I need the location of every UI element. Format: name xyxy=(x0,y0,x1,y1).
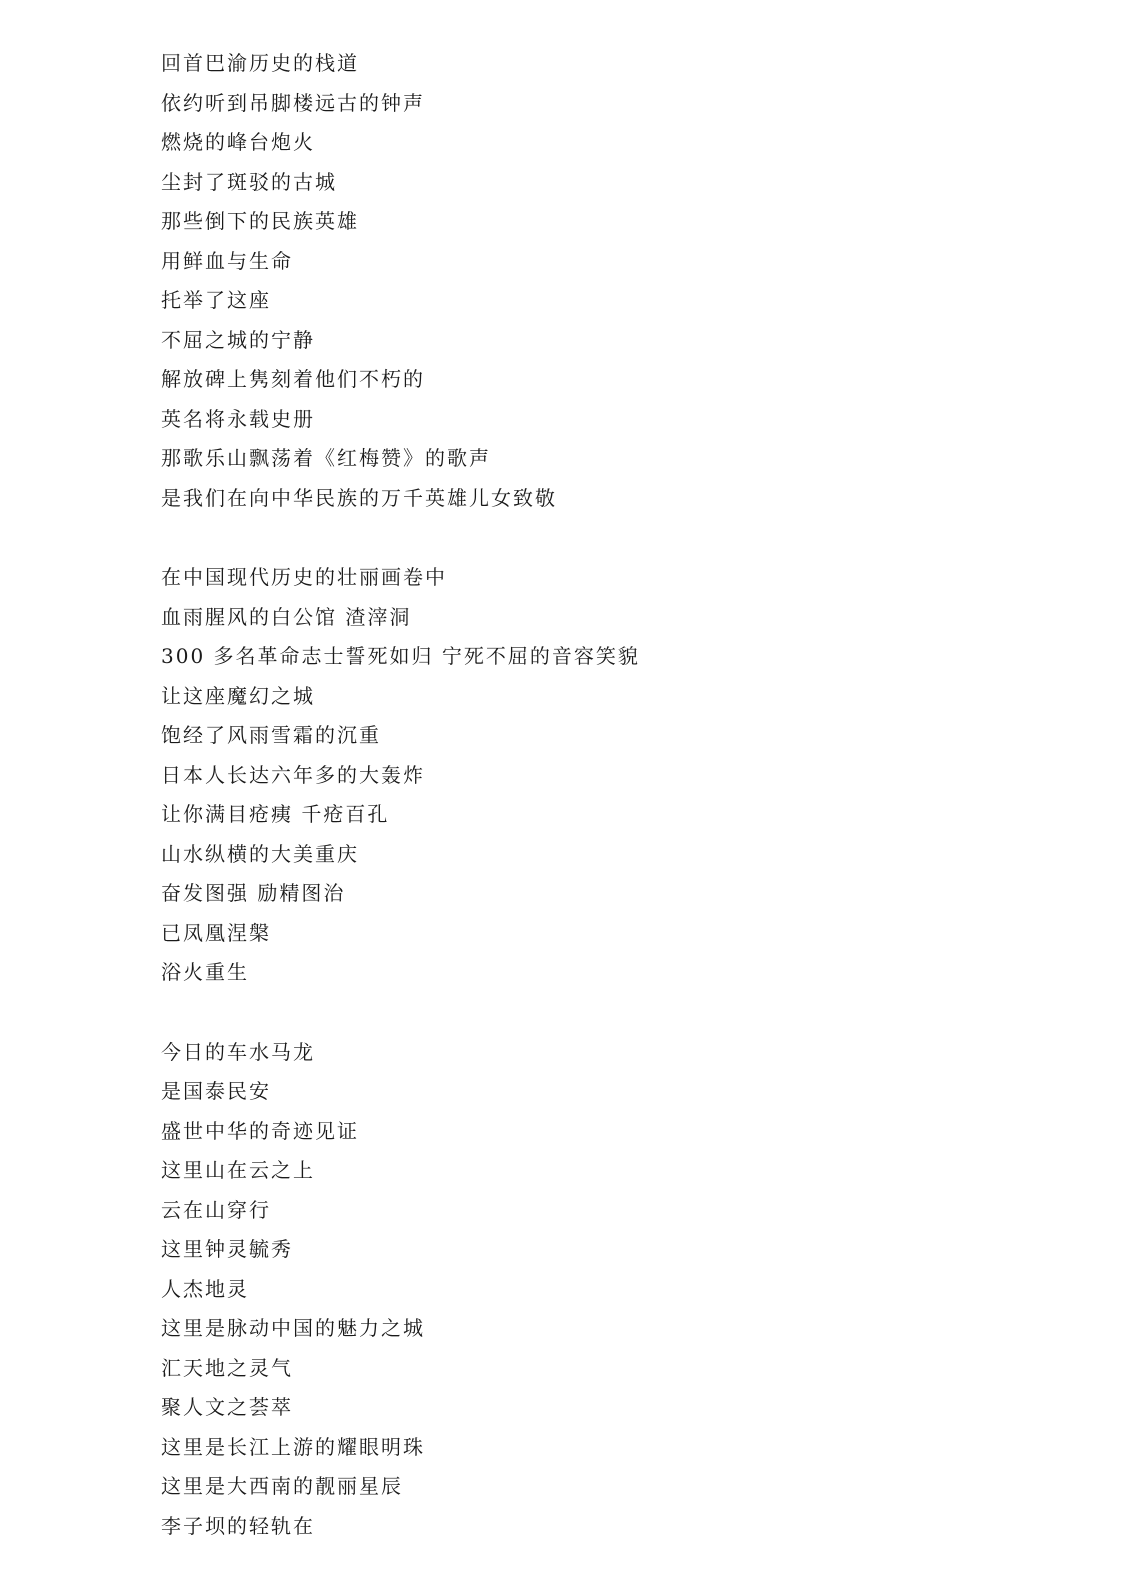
poem-line: 浴火重生 xyxy=(161,960,249,984)
stanza-2 xyxy=(161,558,1061,993)
poem-line: 日本人长达六年多的大轰炸 xyxy=(161,762,425,787)
poem-line: 饱经了风雨雪霜的沉重 xyxy=(161,723,381,747)
poem-line: 奋发图强 励精图治 xyxy=(161,881,346,905)
stanza-1 xyxy=(161,44,1061,518)
poem-line: 今日的车水马龙 xyxy=(161,1039,315,1064)
poem-line: 人杰地灵 xyxy=(161,1276,249,1301)
stanza-3 xyxy=(161,1033,1061,1547)
poem-line: 托举了这座 xyxy=(161,288,271,312)
poem-line: 燃烧的峰台炮火 xyxy=(161,130,315,154)
poem-line: 这里是脉动中国的魅力之城 xyxy=(161,1316,425,1340)
poem-line: 是国泰民安 xyxy=(161,1079,271,1103)
poem-body xyxy=(161,44,1061,1546)
poem-line: 在中国现代历史的壮丽画卷中 xyxy=(161,565,447,589)
poem-line: 300 多名革命志士誓死如归 宁死不屈的音容笑貌 xyxy=(161,644,640,668)
poem-line: 云在山穿行 xyxy=(161,1197,271,1222)
poem-line: 依约听到吊脚楼远古的钟声 xyxy=(161,90,425,115)
poem-line: 盛世中华的奇迹见证 xyxy=(161,1118,359,1143)
poem-line: 那歌乐山飘荡着《红梅赞》的歌声 xyxy=(161,446,491,470)
poem-line: 是我们在向中华民族的万千英雄儿女致敬 xyxy=(161,485,557,510)
poem-line: 聚人文之荟萃 xyxy=(161,1395,293,1419)
poem-line: 那些倒下的民族英雄 xyxy=(161,209,359,233)
poem-line: 血雨腥风的白公馆 渣滓洞 xyxy=(161,604,412,629)
poem-line: 英名将永载史册 xyxy=(161,406,315,431)
poem-line: 用鲜血与生命 xyxy=(161,248,293,273)
poem-line: 这里是长江上游的耀眼明珠 xyxy=(161,1434,425,1459)
poem-line: 尘封了斑驳的古城 xyxy=(161,169,337,194)
poem-line: 李子坝的轻轨在 xyxy=(161,1513,315,1538)
poem-line: 不屈之城的宁静 xyxy=(161,327,315,352)
poem-line: 让这座魔幻之城 xyxy=(161,683,315,708)
poem-line: 解放碑上隽刻着他们不朽的 xyxy=(161,367,425,391)
poem-line: 这里是大西南的靓丽星辰 xyxy=(161,1474,403,1498)
poem-line: 山水纵横的大美重庆 xyxy=(161,841,359,866)
poem-line: 回首巴渝历史的栈道 xyxy=(161,51,359,75)
poem-line: 这里钟灵毓秀 xyxy=(161,1237,293,1261)
poem-line: 已凤凰涅槃 xyxy=(161,920,271,945)
poem-line: 这里山在云之上 xyxy=(161,1158,315,1182)
poem-line: 让你满目疮痍 千疮百孔 xyxy=(161,802,390,826)
poem-line: 汇天地之灵气 xyxy=(161,1355,293,1380)
